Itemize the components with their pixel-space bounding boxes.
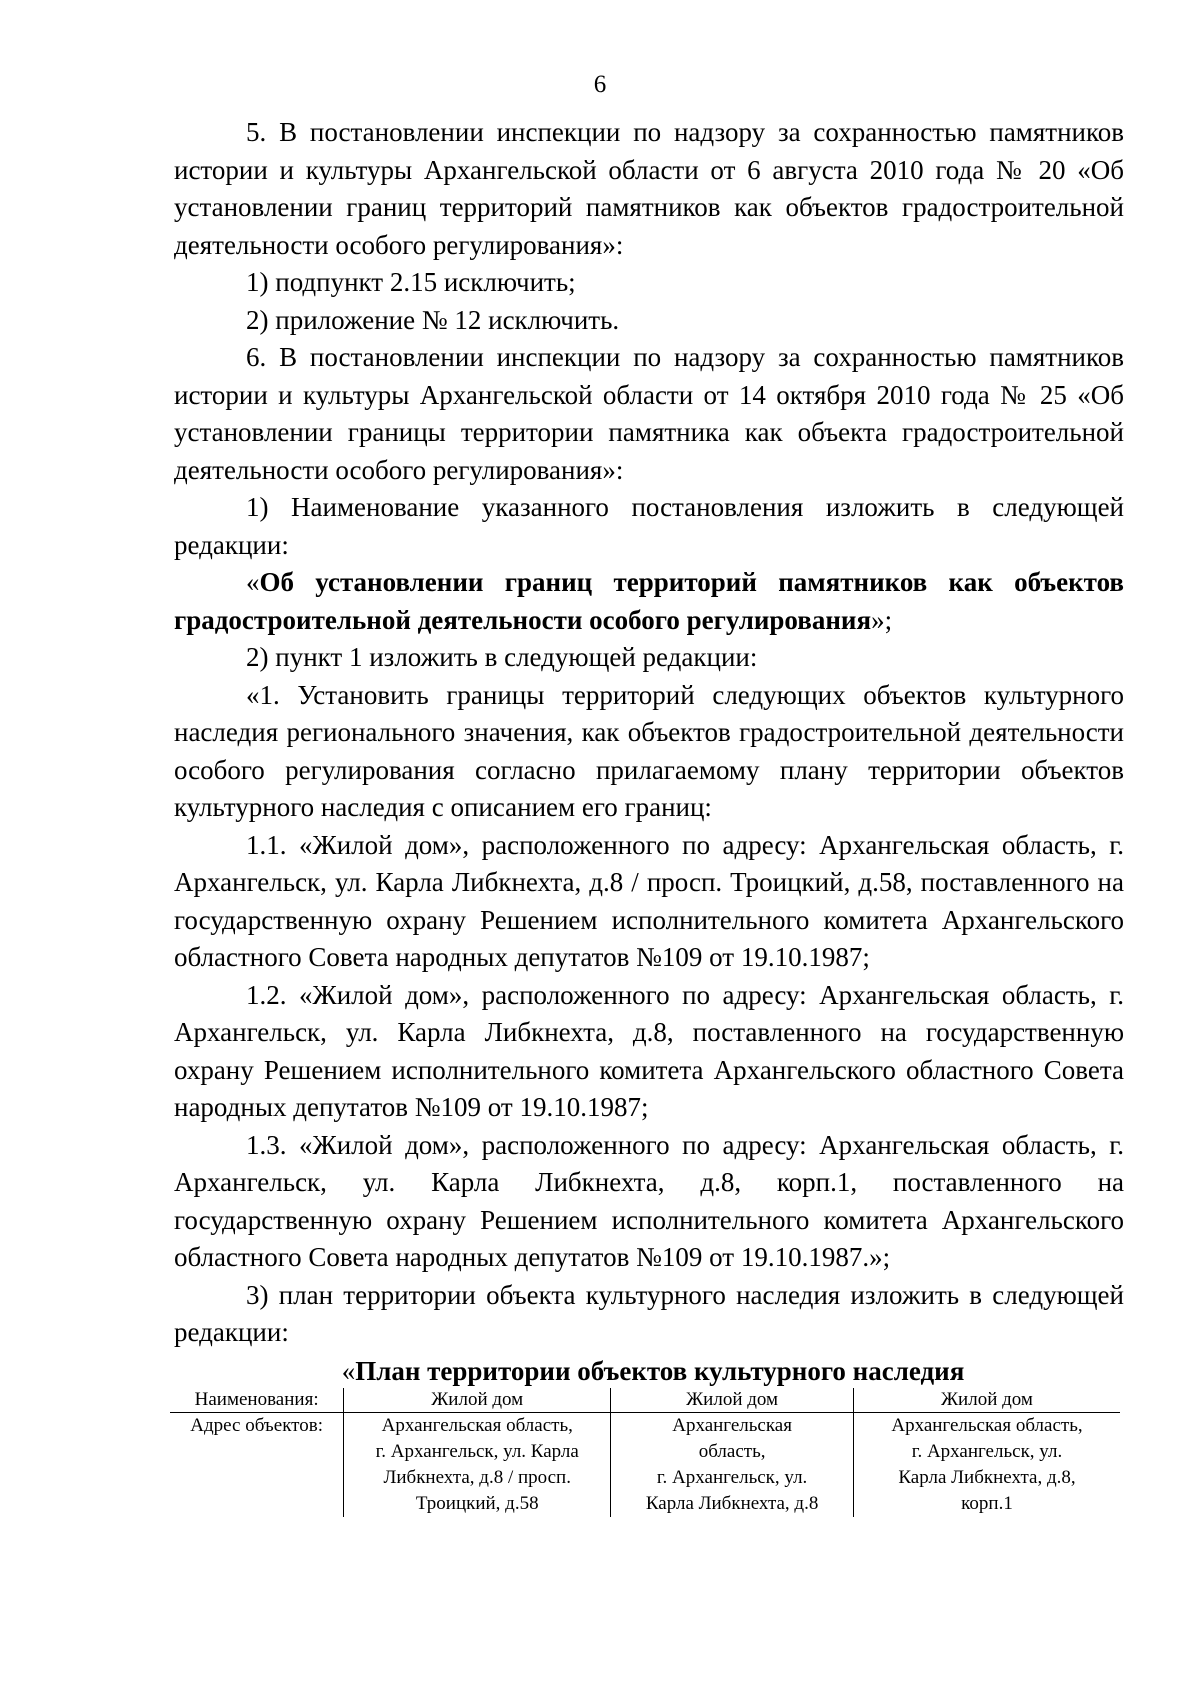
paragraph-6: 6. В постановлении инспекции по надзору за сохранностью памятников истории и культуры Архангельской области от 14 октября 2010 года № 25 «Об установлении границы территории памятника как объекта градостроительной деятельности особого регулирования»: [174, 342, 1124, 485]
address-1-line: Троицкий, д.58 [415, 1492, 539, 1514]
table-row-addresses [170, 1412, 1120, 1517]
plan-title-quote: « [341, 1355, 356, 1386]
address-3-line: Архангельская область, [891, 1414, 1083, 1436]
plan-title-text: План территории объектов культурного наследия [355, 1355, 965, 1386]
subitem-6-2: 2) пункт 1 изложить в следующей редакции: [246, 642, 758, 672]
quote-close: »; [871, 604, 893, 635]
paragraph-5: 5. В постановлении инспекции по надзору за сохранностью памятников истории и культуры Архангельской области от 6 августа 2010 года № 20 «Об установлении границ территорий памятников как объектов градостроительной деятельности особого регулирования»: [174, 117, 1124, 260]
new-title-quote [174, 564, 1124, 639]
object-name-1: Жилой дом [344, 1388, 611, 1413]
point-1-1: 1.1. «Жилой дом», расположенного по адресу: Архангельская область, г. Архангельск, ул. Карла Либкнехта, д.8 / просп. Троицкий, д.58, поставленного на государственную охрану Решением исполнительного комитета Архангельского областного Совета народных депутатов №109 от 19.10.1987; [174, 829, 1124, 972]
document-body [174, 114, 1124, 1517]
quote-open: « [246, 567, 260, 597]
subitem-6-1: 1) Наименование указанного постановления изложить в следующей редакции: [174, 492, 1124, 560]
address-3-line: Карла Либкнехта, д.8, [898, 1466, 1076, 1488]
point-1-2: 1.2. «Жилой дом», расположенного по адресу: Архангельская область, г. Архангельск, ул. Карла Либкнехта, д.8, поставленного на государственную охрану Решением исполнительного комитета Архангельского областного Совета народных депутатов №109 от 19.10.1987; [174, 979, 1124, 1122]
address-2-line: область, [698, 1440, 766, 1462]
address-label: Адрес объектов: [190, 1414, 323, 1436]
subitem-5-2: 2) приложение № 12 исключить. [246, 304, 620, 335]
subitem-5-1: 1) подпункт 2.15 исключить; [246, 267, 576, 297]
names-label: Наименования: [170, 1388, 344, 1413]
object-name-3: Жилой дом [854, 1388, 1121, 1413]
point-1-3: 1.3. «Жилой дом», расположенного по адресу: Архангельская область, г. Архангельск, ул. Карла Либкнехта, д.8, корп.1, поставленного на государственную охрану Решением исполнительного комитета Архангельского областного Совета народных депутатов №109 от 19.10.1987.»; [174, 1129, 1124, 1272]
plan-table [170, 1388, 1120, 1517]
address-1-line: Архангельская область, [381, 1414, 573, 1436]
table-row-names [170, 1388, 1120, 1413]
address-1 [344, 1412, 611, 1517]
object-name-2: Жилой дом [611, 1388, 854, 1413]
address-3-line: корп.1 [961, 1492, 1013, 1514]
address-3-line: г. Архангельск, ул. [911, 1440, 1063, 1462]
address-1-line: Либкнехта, д.8 / просп. [383, 1466, 571, 1488]
address-3 [854, 1412, 1121, 1517]
page-number: 6 [593, 71, 607, 98]
address-2-line: Архангельская [672, 1414, 792, 1436]
address-2-line: Карла Либкнехта, д.8 [645, 1492, 819, 1514]
plan-title [174, 1354, 1124, 1388]
address-1-line: г. Архангельск, ул. Карла [375, 1440, 579, 1462]
point-1-text: «1. Установить границы территорий следующих объектов культурного наследия регионального значения, как объектов градостроительной деятельности особого регулирования согласно прилагаемому плану территории объектов культурного наследия с описанием его границ: [174, 679, 1124, 822]
subitem-6-3: 3) план территории объекта культурного наследия изложить в следующей редакции: [174, 1279, 1124, 1347]
new-title-bold: Об установлении границ территорий памятников как объектов градостроительной деятельности особого регулирования [174, 567, 1124, 635]
address-2-line: г. Архангельск, ул. [656, 1466, 808, 1488]
address-2 [611, 1412, 854, 1517]
